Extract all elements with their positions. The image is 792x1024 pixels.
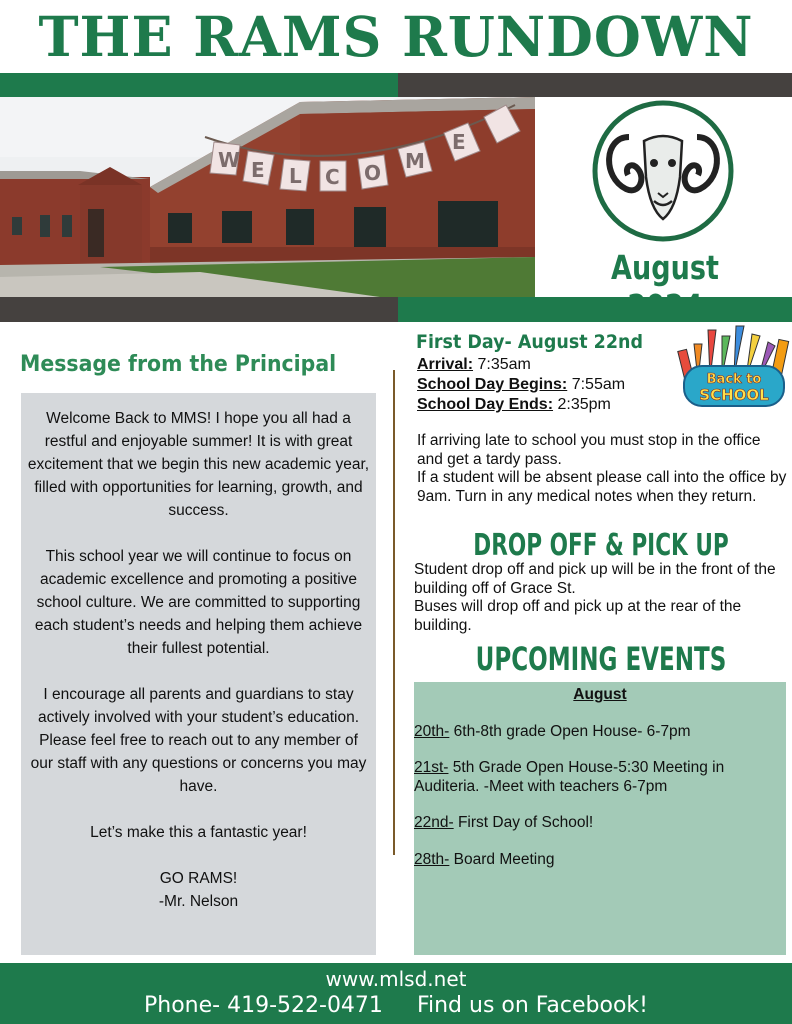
accent-bar-dark-top [398, 73, 792, 97]
event-text: First Day of School! [453, 814, 594, 831]
letter-signature: -Mr. Nelson [158, 893, 239, 910]
letter-paragraph: Let’s make this a fantastic year! [90, 824, 307, 841]
attendance-notes [417, 432, 787, 506]
ends-row [417, 395, 625, 415]
bus-note: Buses will drop off and pick up at the rear of the building. [414, 598, 742, 634]
letter-paragraph: Welcome Back to MMS! I hope you all had a restful and enjoyable summer! It is with great excitement that we begin this new academic year, filled with opportunities for learning, growth, and success. [27, 410, 370, 519]
school-building-photo [0, 97, 535, 297]
event-date: 28th- [414, 850, 450, 868]
masthead [0, 0, 792, 74]
arrival-label: Arrival: [417, 356, 474, 373]
bts-line-2: SCHOOL [699, 386, 769, 404]
ram-mascot-logo [584, 97, 742, 245]
events-month: August [573, 686, 627, 703]
absence-note: If a student will be absent please call into the office by 9am. Turn in any medical notes when they return. [417, 469, 787, 505]
school-schedule [417, 355, 625, 415]
late-arrival-note: If arriving late to school you must stop in the office and get a tardy pass. [417, 432, 761, 468]
dropoff-heading: DROP OFF & PICK UP [473, 528, 729, 563]
banner-letter: E [452, 130, 466, 154]
letter-paragraph: I encourage all parents and guardians to stay actively involved with your student’s education. Please feel free to reach out to any member of our staff with any questions or concerns you may have. [30, 686, 367, 795]
banner-letter: E [251, 158, 265, 182]
events-panel [414, 682, 786, 955]
arrival-row [417, 355, 625, 375]
event-date: 20th- [414, 722, 450, 740]
dropoff-front-note: Student drop off and pick up will be in the front of the building off of Grace St. [414, 561, 776, 597]
bts-line-1: Back to [706, 372, 762, 387]
begins-time: 7:55am [567, 376, 626, 393]
banner-letter: M [405, 149, 425, 173]
begins-label: School Day Begins: [417, 376, 568, 393]
begins-row [417, 375, 625, 395]
first-day-heading: First Day- August 22nd [416, 331, 643, 353]
accent-bar-dark-middle [0, 297, 398, 322]
newsletter-title: THE RAMS RUNDOWN [38, 4, 754, 69]
banner-letter: C [325, 165, 340, 189]
principal-letter [21, 393, 376, 955]
event-item [414, 814, 786, 833]
banner-letter: L [289, 164, 302, 188]
issue-month: August [611, 248, 719, 287]
event-text: Board Meeting [449, 850, 555, 868]
principal-message-heading: Message from the Principal [20, 352, 337, 377]
arrival-time: 7:35am [473, 356, 531, 373]
back-to-school-graphic [676, 320, 790, 412]
upcoming-events-heading: UPCOMING EVENTS [475, 640, 727, 678]
phone-number: Phone- 419-522-0471 [144, 993, 383, 1018]
dropoff-details [414, 561, 792, 635]
event-date: 22nd- [414, 814, 454, 831]
footer [0, 963, 792, 1024]
event-item [414, 851, 786, 870]
event-date: 21st- [414, 759, 449, 776]
letter-paragraph: This school year we will continue to focus on academic excellence and promoting a positive school culture. We are committed to supporting each student’s needs and helping them achieve their fullest potential. [34, 548, 363, 657]
letter-closing: GO RAMS! [159, 870, 238, 887]
event-text: 6th-8th grade Open House- 6-7pm [449, 722, 691, 740]
ends-time: 2:35pm [553, 396, 611, 413]
accent-bar-green-middle [398, 297, 792, 322]
banner-letter: O [364, 161, 382, 185]
facebook-link[interactable]: Find us on Facebook! [416, 993, 648, 1018]
banner-letter: W [218, 148, 241, 172]
event-item [414, 723, 786, 742]
website-link[interactable]: www.mlsd.net [325, 967, 467, 991]
event-item [414, 759, 786, 796]
accent-bar-green-top [0, 73, 398, 97]
column-divider [393, 370, 395, 855]
contact-row [0, 992, 792, 1020]
ends-label: School Day Ends: [417, 396, 554, 413]
event-text: 5th Grade Open House-5:30 Meeting in Auditeria. -Meet with teachers 6-7pm [414, 759, 725, 795]
